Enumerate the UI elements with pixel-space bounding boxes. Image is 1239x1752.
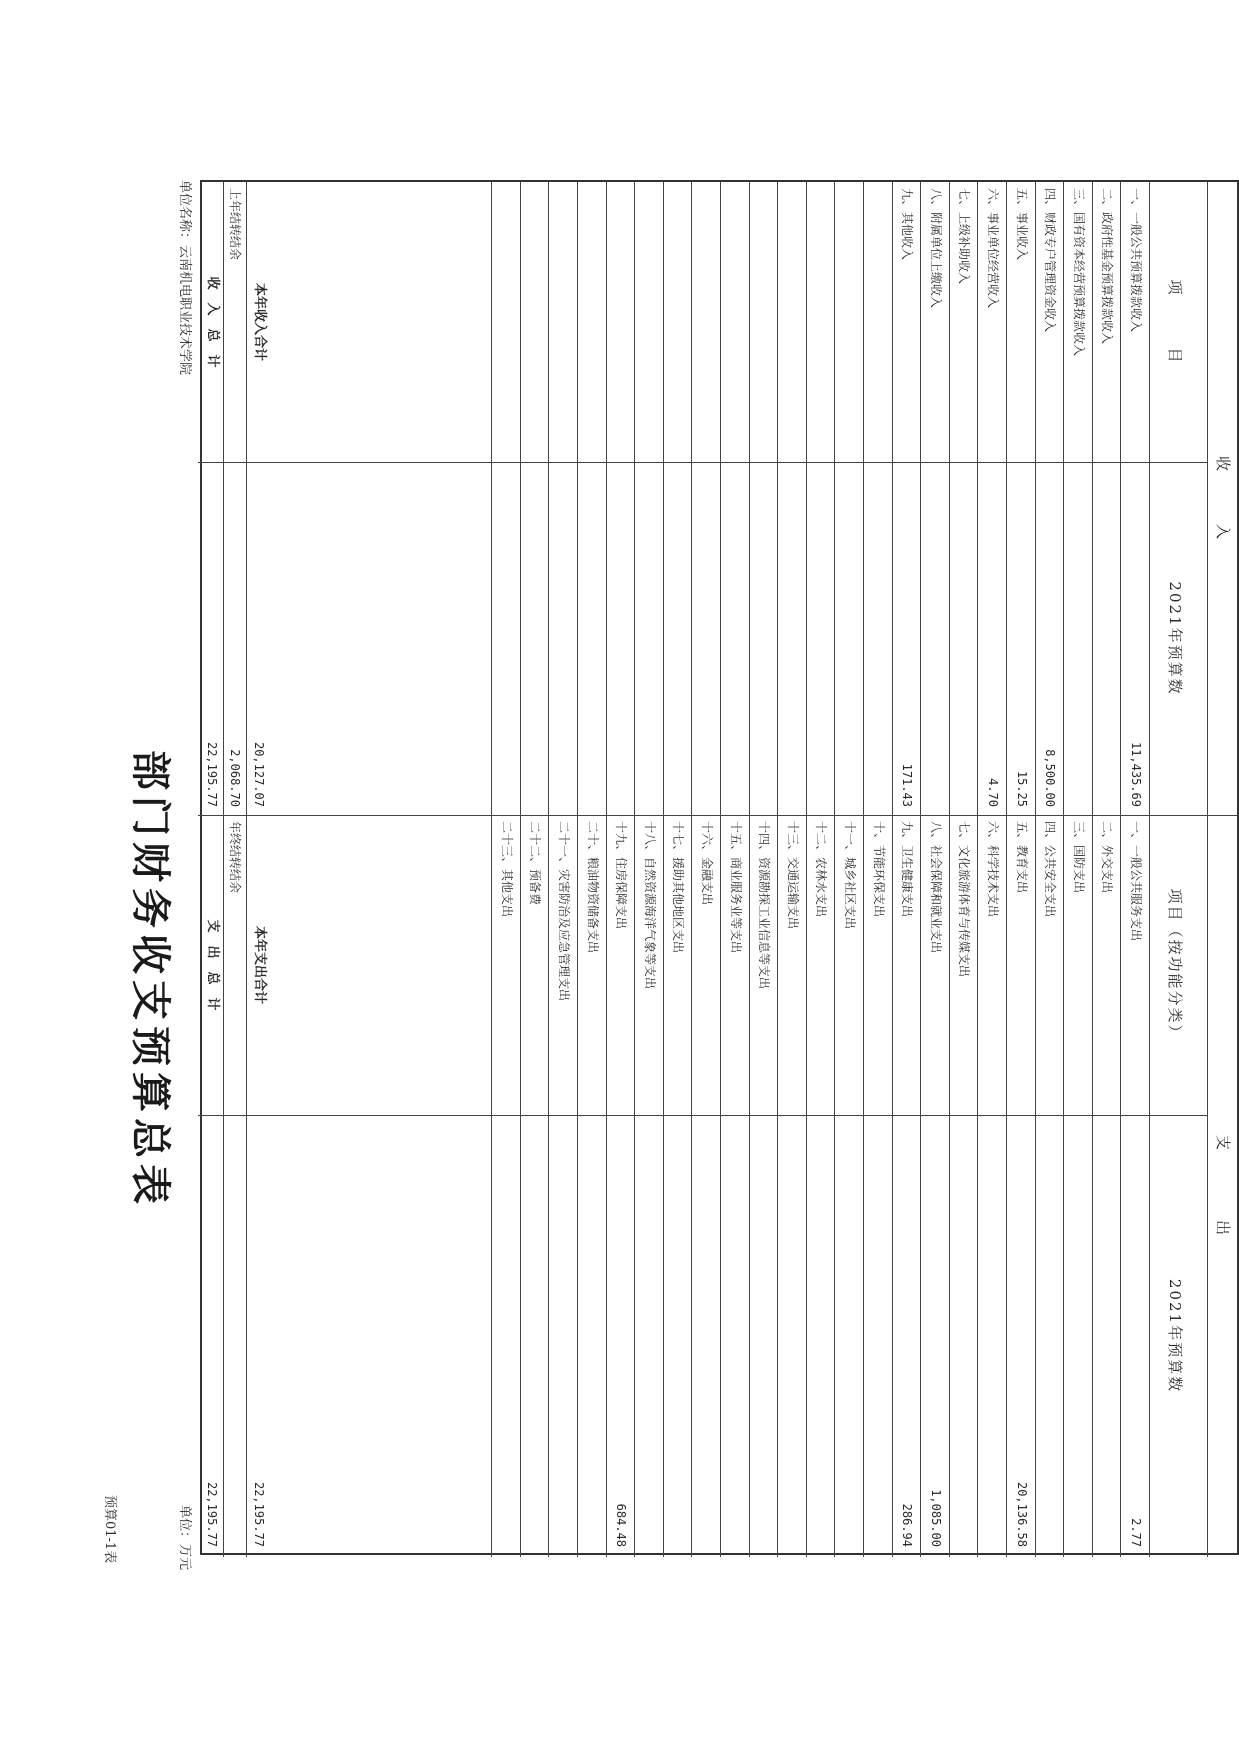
expense-item: 五、教育支出 [1014, 821, 1029, 894]
expense-item: 六、科学技术支出 [986, 821, 1000, 918]
grid-vline [198, 1115, 1208, 1116]
expense-value: 1,085.00 [928, 1489, 943, 1547]
grid-hline [1035, 182, 1036, 1557]
expense-value: 2.77 [1129, 1518, 1143, 1547]
expense-item: 二十一、灾害防治及应急管理支出 [557, 821, 571, 1002]
expense-item-header: 项目（按功能分类） [1166, 888, 1184, 1042]
expense-item: 三、国防支出 [1071, 821, 1086, 894]
income-value: 4.70 [986, 778, 1000, 807]
income-grand-value: 22,195.77 [205, 741, 219, 807]
expense-item: 四、公共安全支出 [1043, 821, 1058, 918]
grid-hline [520, 182, 521, 1557]
income-item: 五、事业收入 [1014, 188, 1029, 261]
grid-vline [198, 462, 1208, 463]
expense-item: 十六、金融支出 [700, 821, 714, 906]
grid-hline [720, 182, 721, 1557]
income-item-header: 项 目 [1166, 279, 1184, 365]
grid-hline [977, 182, 978, 1557]
expense-item: 十四、资源勘探工业信息等支出 [757, 821, 772, 990]
expense-item: 九、卫生健康支出 [900, 821, 915, 918]
expense-item: 十、节能环保支出 [871, 821, 886, 918]
carryover-value: 2,068.70 [228, 749, 242, 807]
expense-grand-label: 支 出 总 计 [205, 919, 220, 1011]
income-item: 一、一般公共预算拨款收入 [1129, 188, 1143, 333]
expense-item: 二十三、其他支出 [499, 821, 514, 918]
grid-hline [223, 182, 224, 1557]
income-item: 二、政府性基金预算拨款收入 [1100, 188, 1115, 345]
expense-item: 十九、住房保障支出 [614, 821, 629, 930]
expense-item: 二、外交支出 [1100, 821, 1115, 894]
grid-hline [1063, 182, 1064, 1557]
expense-item: 二十二、预备费 [528, 821, 543, 906]
expense-value: 20,136.58 [1014, 1481, 1029, 1547]
expense-value: 286.94 [900, 1503, 915, 1547]
income-item: 七、上级补助收入 [957, 188, 972, 285]
carryover-label: 上年结转结余 [228, 188, 242, 261]
expense-budget-header: 2021年预算数 [1166, 1278, 1184, 1394]
grid-hline [749, 182, 750, 1557]
grid-hline [863, 182, 864, 1557]
expense-item: 七、文化旅游体育与传媒支出 [957, 821, 972, 978]
grid-hline [1149, 182, 1150, 1557]
income-grand-label: 收 入 总 计 [205, 276, 220, 368]
income-item: 四、财政专户管理资金收入 [1043, 188, 1058, 333]
expense-total-value: 22,195.77 [252, 1481, 266, 1547]
expense-item: 十七、援助其他地区支出 [671, 821, 686, 954]
grid-hline [1006, 182, 1007, 1557]
grid-hline [949, 182, 950, 1557]
form-code: 预算01-1表 [102, 1495, 117, 1564]
grid-hline [691, 182, 692, 1557]
expense-item: 十一、城乡社区支出 [843, 821, 857, 930]
expense-item: 八、社会保障和就业支出 [928, 821, 943, 954]
expense-item: 一、一般公共服务支出 [1129, 821, 1143, 942]
income-group-header: 收 入 [1214, 455, 1232, 541]
grid-hline [246, 182, 247, 1557]
expense-item: 十二、农林水支出 [814, 821, 829, 918]
income-value: 15.25 [1014, 770, 1029, 807]
grid-hline [577, 182, 578, 1557]
grid-hline [806, 182, 807, 1557]
grid-vline [198, 815, 1237, 816]
grid-hline [491, 182, 492, 1557]
expense-item: 十八、自然资源海洋气象等支出 [642, 821, 657, 990]
income-item: 九、其他收入 [900, 188, 915, 261]
income-budget-header: 2021年预算数 [1166, 581, 1184, 696]
income-item: 三、国有资本经营预算拨款收入 [1071, 188, 1086, 357]
income-value: 11,435.69 [1129, 741, 1143, 807]
expense-item: 十五、商业服务业等支出 [728, 821, 743, 954]
budget-table [200, 180, 1239, 1555]
income-item: 八、附属单位上缴收入 [928, 188, 943, 309]
grid-hline [920, 182, 921, 1557]
income-value: 8,500.00 [1043, 749, 1058, 807]
grid-hline [663, 182, 664, 1557]
expense-value: 684.48 [614, 1503, 629, 1547]
year-end-label: 年终结转结余 [228, 821, 242, 894]
grid-hline [777, 182, 778, 1557]
expense-item: 十三、交通运输支出 [785, 821, 800, 930]
grid-hline [548, 182, 549, 1557]
grid-hline [834, 182, 835, 1557]
expense-grand-value: 22,195.77 [205, 1481, 219, 1547]
income-total-label: 本年收入合计 [252, 282, 267, 361]
unit-name: 单位名称：云南机电职业技术学院 [177, 180, 192, 376]
expense-group-header: 支 出 [1214, 1134, 1232, 1237]
income-value: 171.43 [900, 763, 915, 807]
income-item: 六、事业单位经营收入 [986, 188, 1000, 309]
expense-item: 二十、粮油物资储备支出 [585, 821, 600, 954]
grid-hline [892, 182, 893, 1557]
grid-hline [1092, 182, 1093, 1557]
grid-hline [606, 182, 607, 1557]
document-title: 部门财务收支预算总表 [127, 750, 174, 1210]
unit-measure: 单位：万元 [177, 1505, 192, 1571]
expense-total-label: 本年支出合计 [252, 925, 267, 1004]
grid-hline [1120, 182, 1121, 1557]
income-total-value: 20,127.07 [252, 741, 266, 807]
grid-hline [634, 182, 635, 1557]
grid-hline [1207, 182, 1208, 1557]
